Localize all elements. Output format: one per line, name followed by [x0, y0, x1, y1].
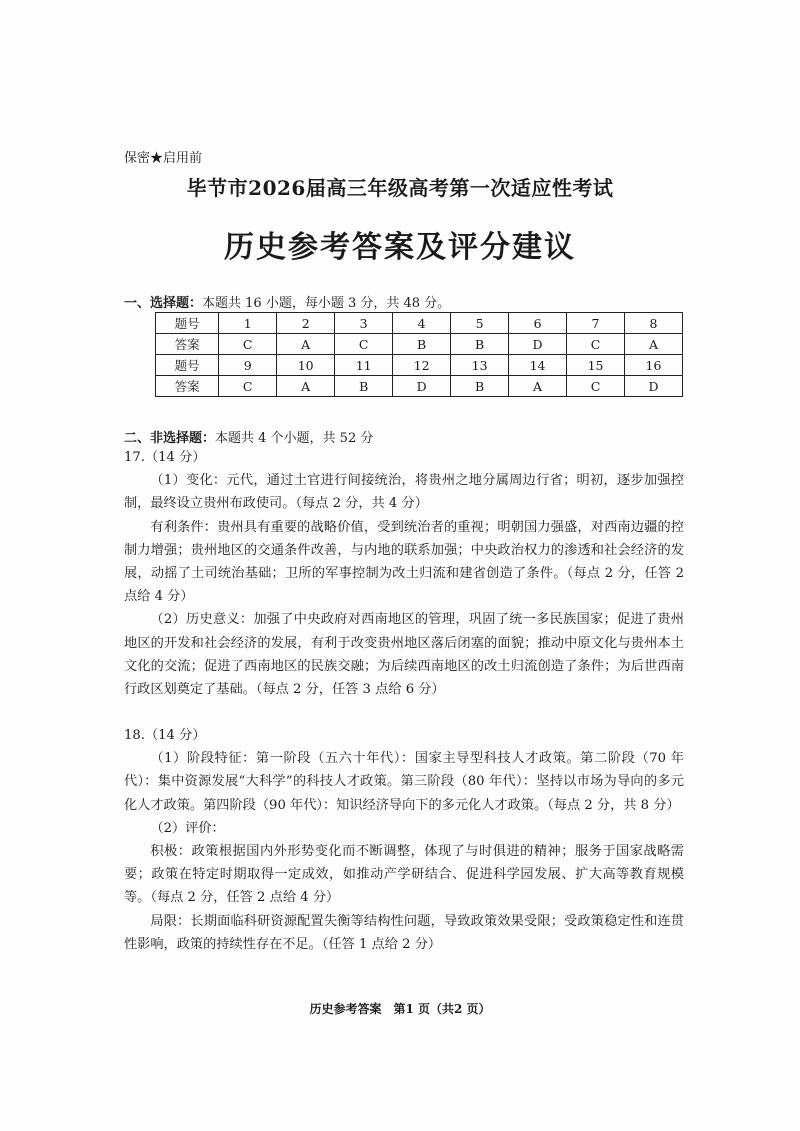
answer-table-cell: D — [509, 334, 567, 355]
exam-title: 毕节市2026届高三年级高考第一次适应性考试 — [186, 176, 614, 200]
answer-table-cell: 10 — [277, 355, 335, 376]
section2-heading-rest: 本题共 4 个小题，共 52 分 — [215, 431, 374, 446]
answer-table-cell: C — [335, 334, 393, 355]
answer-table-cell: C — [567, 334, 625, 355]
section2-heading — [124, 427, 373, 446]
answer-table-cell: 9 — [219, 355, 277, 376]
answer-table-cell: A — [277, 376, 335, 397]
answer-table-row — [156, 334, 683, 355]
q17-part1: （1）变化：元代，通过土官进行间接统治，将贵州之地分属周边行省；明初，逐步加强控制，最终设立贵州布政使司。（每点 2 分，共 4 分） — [124, 473, 684, 512]
answer-table-cell: 13 — [451, 355, 509, 376]
answer-table-row — [156, 355, 683, 376]
page-footer: 历史参考答案 第1 页（共2 页） — [309, 1002, 491, 1016]
answer-table-cell: B — [393, 334, 451, 355]
answer-table-cell: 11 — [335, 355, 393, 376]
q17-conditions: 有利条件：贵州具有重要的战略价值，受到统治者的重视；明朝国力强盛，对西南边疆的控制力增强；贵州地区的交通条件改善，与内地的联系加强；中央政治权力的渗透和社会经济的发展，动摇了土司统治基础；卫所的军事控制为改土归流和建省创造了条件。（每点 2 分，任答 2 点给 4 分） — [124, 519, 684, 605]
answer-table-cell: B — [451, 334, 509, 355]
answer-table-cell: B — [335, 376, 393, 397]
answer-table-cell: C — [219, 334, 277, 355]
answer-table-row-header: 题号 — [156, 355, 219, 376]
q17-label: 17.（14 分） — [124, 450, 206, 465]
answer-table-cell: D — [393, 376, 451, 397]
answer-table-cell: 12 — [393, 355, 451, 376]
section1-heading-rest: 本题共 16 小题，每小题 3 分，共 48 分。 — [202, 296, 451, 311]
answer-table-cell: B — [451, 376, 509, 397]
document-title: 历史参考答案及评分建议 — [224, 230, 576, 265]
answer-table-cell: 3 — [335, 313, 393, 334]
answer-table — [155, 312, 683, 397]
answer-table-row-header: 答案 — [156, 334, 219, 355]
answer-table-cell: 2 — [277, 313, 335, 334]
answer-table-cell: 15 — [567, 355, 625, 376]
q17-part2: （2）历史意义：加强了中央政府对西南地区的管理，巩固了统一多民族国家；促进了贵州地区的开发和社会经济的发展，有利于改变贵州地区落后闭塞的面貌；推动中原文化与贵州本土文化的交流；促进了西南地区的民族交融；为后续西南地区的改土归流创造了条件；为后世西南行政区划奠定了基础。（每点 2 分，任答 3 点给 6 分） — [124, 612, 684, 698]
q18-label: 18.（14 分） — [124, 728, 206, 743]
answer-table-cell: 5 — [451, 313, 509, 334]
question-18 — [124, 724, 684, 956]
answer-table-row-header: 题号 — [156, 313, 219, 334]
q18-positive: 积极：政策根据国内外形势变化而不断调整，体现了与时俱进的精神；服务于国家战略需要；政策在特定时期取得一定成效，如推动产学研结合、促进科学园发展、扩大高等教育规模等。（每点 2 分，任答 2 点给 4 分） — [124, 844, 684, 906]
question-17 — [124, 446, 684, 701]
answer-table-row — [156, 313, 683, 334]
answer-table-cell: 4 — [393, 313, 451, 334]
section2-heading-label: 二、非选择题： — [124, 431, 216, 446]
q18-part1: （1）阶段特征：第一阶段（五六十年代）：国家主导型科技人才政策。第二阶段（70 年代）：集中资源发展“大科学”的科技人才政策。第三阶段（80 年代）：坚持以市场为导向的多元化人才政策。第四阶段（90 年代）：知识经济导向下的多元化人才政策。（每点 2 分，共 8 分） — [124, 751, 684, 813]
answer-table-row — [156, 376, 683, 397]
answer-table-cell: C — [219, 376, 277, 397]
answer-table-row-header: 答案 — [156, 376, 219, 397]
q18-part2-heading: （2）评价： — [150, 820, 225, 836]
answer-table-cell: A — [625, 334, 683, 355]
answer-table-cell: 14 — [509, 355, 567, 376]
answer-table-cell: A — [509, 376, 567, 397]
answer-table-cell: 16 — [625, 355, 683, 376]
confidential-mark: 保密★启用前 — [124, 151, 203, 166]
answer-table-cell: 6 — [509, 313, 567, 334]
section1-heading-label: 一、选择题： — [124, 296, 203, 311]
answer-table-cell: 8 — [625, 313, 683, 334]
answer-table-cell: 1 — [219, 313, 277, 334]
answer-table-cell: A — [277, 334, 335, 355]
answer-table-cell: 7 — [567, 313, 625, 334]
answer-table-cell: C — [567, 376, 625, 397]
q18-limitations: 局限：长期面临科研资源配置失衡等结构性问题，导致政策效果受限；受政策稳定性和连贯性影响，政策的持续性存在不足。（任答 1 点给 2 分） — [124, 913, 684, 952]
section1-heading — [124, 292, 450, 311]
answer-table-cell: D — [625, 376, 683, 397]
